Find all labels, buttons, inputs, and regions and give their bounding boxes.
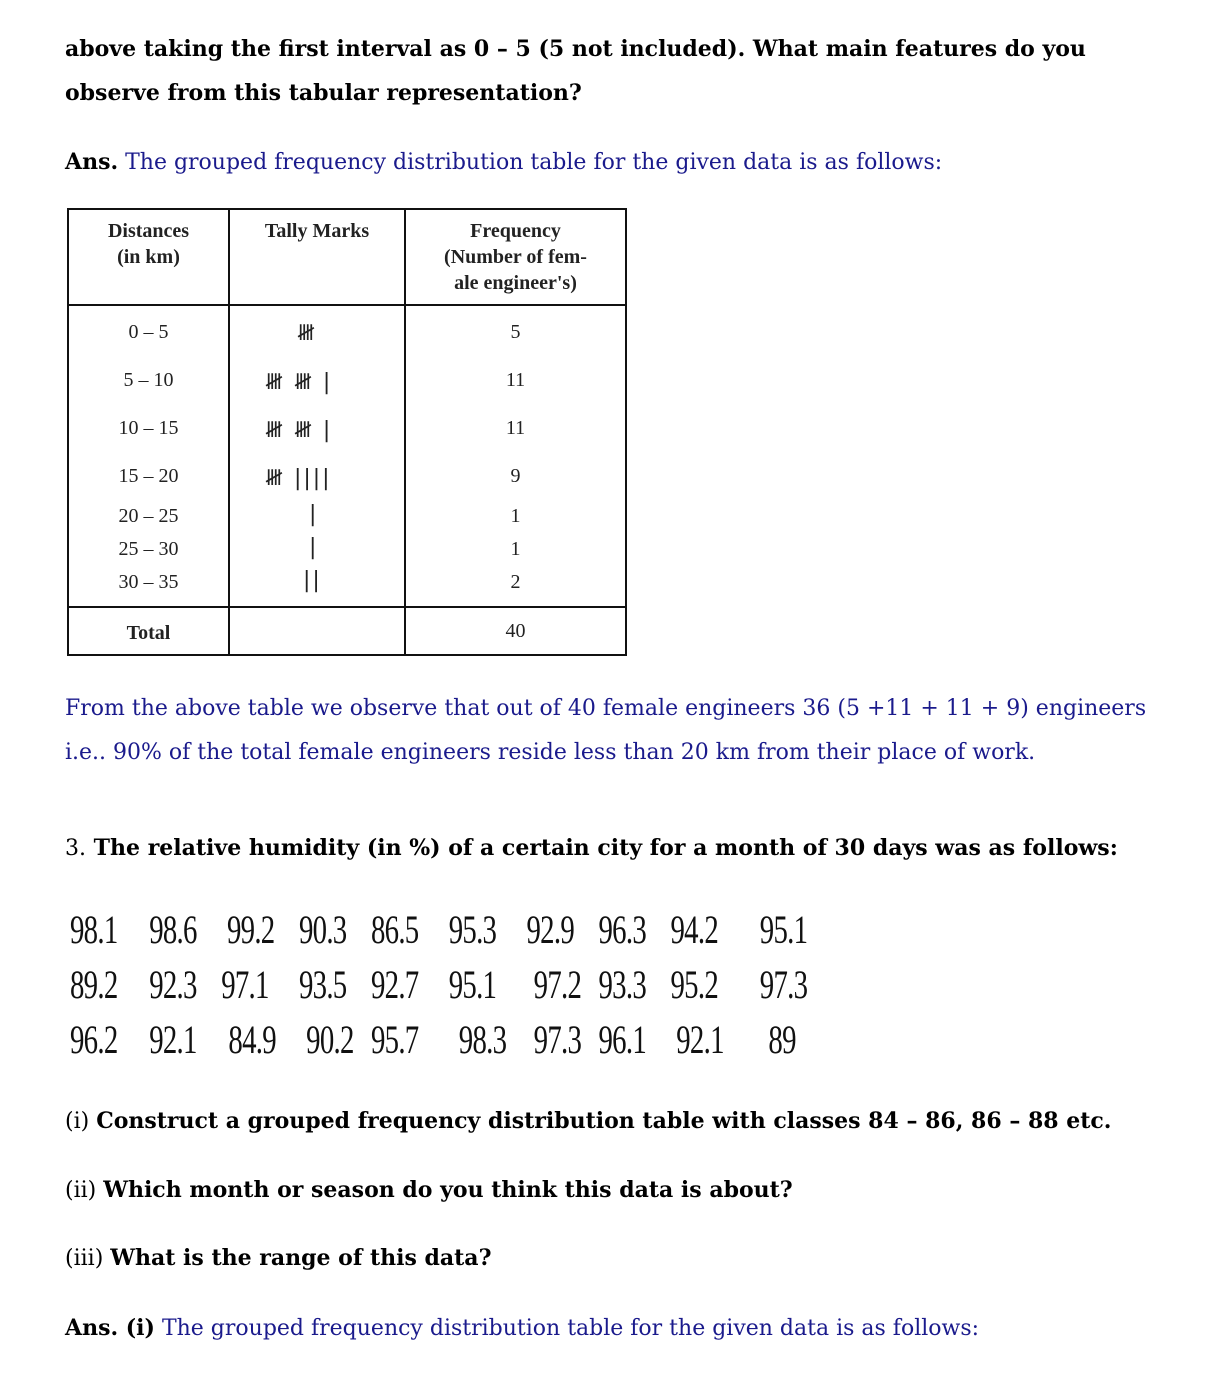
humidity-value: 95.2	[670, 962, 718, 1007]
table-cell-frequency: 2	[510, 571, 521, 593]
humidity-value: 97.3	[533, 1017, 582, 1062]
table-cell-range: 30 – 35	[118, 571, 179, 593]
header-tally-marks: Tally Marks	[264, 220, 370, 242]
humidity-value: 92.9	[526, 907, 574, 952]
humidity-value: 93.5	[298, 962, 347, 1007]
question-number: 3.	[65, 836, 86, 861]
table-cell-tally: 𝍸	[297, 321, 317, 346]
humidity-value: 95.3	[448, 907, 497, 952]
table-cell-tally: |	[309, 502, 319, 527]
table-total-value: 40	[505, 620, 526, 642]
frequency-table	[67, 208, 627, 656]
answer-3-paragraph	[65, 1306, 979, 1351]
humidity-value: 92.3	[149, 962, 197, 1007]
table-cell-range: 25 – 30	[118, 538, 179, 560]
humidity-value: 89	[768, 1017, 796, 1062]
humidity-value: 95.7	[370, 1017, 419, 1062]
answer-label: Ans. (i)	[65, 1315, 155, 1341]
humidity-value: 97.1	[221, 962, 269, 1007]
header-frequency: Frequency (Number of fem- ale engineer's)	[444, 220, 587, 294]
humidity-value: 97.2	[533, 962, 582, 1007]
answer-text: The grouped frequency distribution table for the given data is as follows:	[118, 150, 943, 175]
table-cell-range: 20 – 25	[118, 505, 179, 527]
humidity-value: 93.3	[598, 962, 646, 1007]
humidity-value: 95.1	[759, 907, 808, 952]
table-cell-tally: |	[309, 535, 319, 560]
humidity-value: 92.1	[676, 1017, 724, 1062]
humidity-value: 86.5	[370, 907, 419, 952]
answer-1-paragraph	[65, 140, 942, 185]
humidity-value: 98.3	[458, 1017, 507, 1062]
table-cell-frequency: 1	[510, 538, 521, 560]
answer-text: The grouped frequency distribution table for the given data is as follows:	[154, 1316, 980, 1341]
table-cell-frequency: 11	[505, 369, 526, 391]
humidity-value: 95.1	[448, 962, 497, 1007]
humidity-value: 99.2	[226, 907, 275, 952]
table-cell-tally: ||	[303, 568, 322, 593]
humidity-value: 98.6	[149, 907, 197, 952]
header-distances: Distances (in km)	[107, 220, 190, 268]
subquestion-ii: (ii) Which month or season do you think this data is about?	[65, 1177, 793, 1203]
humidity-value: 96.1	[598, 1017, 646, 1062]
humidity-value: 97.3	[759, 962, 808, 1007]
table-cell-frequency: 11	[505, 417, 526, 439]
humidity-value: 90.3	[298, 907, 347, 952]
question-text-line-2: observe from this tabular representation?	[65, 80, 582, 106]
humidity-value: 94.2	[670, 907, 718, 952]
humidity-value: 96.3	[598, 907, 646, 952]
humidity-value: 98.1	[70, 907, 118, 952]
humidity-value: 92.7	[370, 962, 419, 1007]
table-cell-range: 10 – 15	[118, 417, 179, 439]
question-text-line-1: above taking the first interval as 0 – 5 (5 not included). What main features do you	[65, 36, 1086, 62]
question-text: The relative humidity (in %) of a certain city for a month of 30 days was as follows:	[93, 835, 1118, 861]
observation-line-1: From the above table we observe that out of 40 female engineers 36 (5 +11 + 11 + 9) engineers	[65, 696, 1147, 721]
table-total-label: Total	[126, 622, 171, 644]
subquestion-iii: (iii) What is the range of this data?	[65, 1245, 492, 1271]
table-cell-tally: 𝍸 𝍸 |	[265, 370, 333, 395]
humidity-value: 96.2	[70, 1017, 118, 1062]
table-cell-tally: 𝍸 𝍸 |	[265, 418, 333, 443]
table-cell-frequency: 5	[510, 321, 521, 343]
answer-label: Ans.	[65, 149, 119, 175]
table-cell-tally: 𝍸 ||||	[265, 466, 332, 491]
humidity-value: 92.1	[149, 1017, 197, 1062]
table-cell-frequency: 9	[510, 465, 521, 487]
observation-line-2: i.e.. 90% of the total female engineers reside less than 20 km from their place of work.	[65, 740, 1036, 765]
subquestion-i: (i) Construct a grouped frequency distribution table with classes 84 – 86, 86 – 88 etc.	[65, 1108, 1112, 1134]
table-cell-range: 0 – 5	[128, 321, 169, 343]
humidity-value: 84.9	[228, 1017, 276, 1062]
table-cell-range: 5 – 10	[123, 369, 174, 391]
humidity-value: 89.2	[70, 962, 118, 1007]
question-3	[65, 826, 1118, 871]
humidity-value: 90.2	[306, 1017, 354, 1062]
table-cell-frequency: 1	[510, 505, 521, 527]
table-cell-range: 15 – 20	[118, 465, 179, 487]
